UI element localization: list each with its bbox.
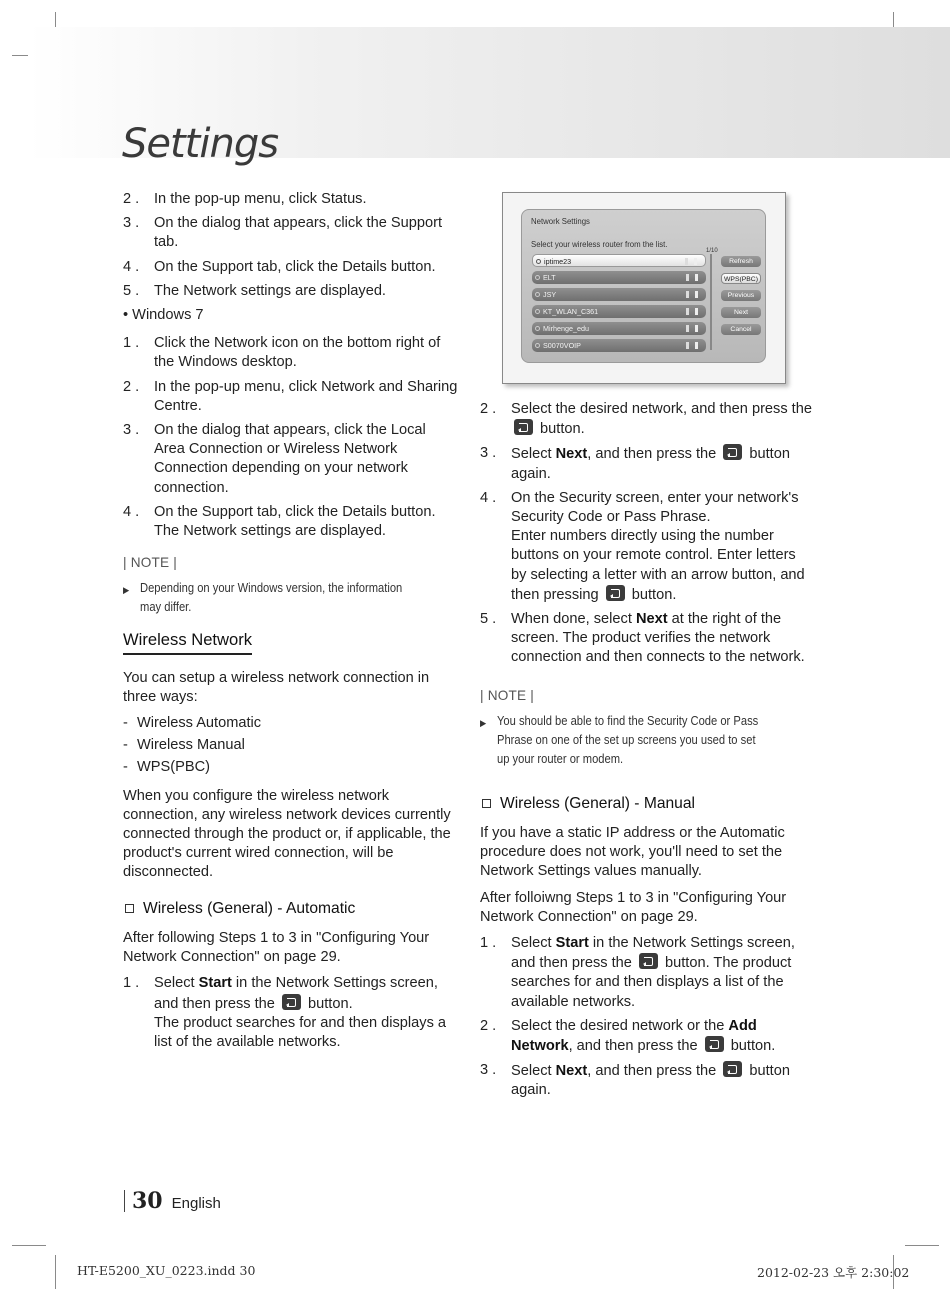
- network-row[interactable]: [532, 271, 706, 284]
- refresh-button[interactable]: Refresh: [721, 256, 761, 267]
- paragraph: After folloiwng Steps 1 to 3 in "Configuring Your Network Connection" on page 29.: [480, 889, 787, 925]
- network-name: Mirhenge_edu: [543, 324, 589, 333]
- radio-icon: [536, 259, 541, 264]
- network-settings-screenshot: [502, 192, 786, 384]
- list-item: [123, 736, 458, 755]
- text-run: button.: [536, 421, 585, 438]
- step-text: Click the Network icon on the bottom right of the Windows desktop.: [154, 335, 441, 371]
- step-item: [123, 282, 458, 301]
- step-text: On the Support tab, click the Details button.: [154, 258, 436, 275]
- step-text: [511, 489, 815, 605]
- step-number: 1 .: [123, 975, 140, 992]
- subsection-title: [480, 794, 815, 813]
- bold-text: Add Network: [511, 1017, 757, 1055]
- step-text: [511, 1061, 815, 1100]
- step-text: The Network settings are displayed.: [154, 282, 386, 299]
- text-run: Select: [511, 446, 556, 463]
- tv-title: Network Settings: [531, 217, 590, 226]
- signal-icon: [686, 274, 698, 281]
- section-title: Wireless Network: [123, 630, 252, 654]
- text-run: button.: [627, 586, 677, 603]
- step-number: 2 .: [123, 378, 140, 395]
- tv-subtitle: Select your wireless router from the list.: [531, 240, 668, 249]
- triangle-right-icon: ▶: [480, 717, 487, 728]
- text-run: , and then press the: [587, 1063, 721, 1080]
- network-row[interactable]: [532, 254, 706, 267]
- step-number: 3 .: [480, 445, 497, 462]
- step-text: In the pop-up menu, click Network and Sharing Centre.: [154, 378, 458, 414]
- step-number: 4 .: [123, 258, 140, 275]
- step-text: [511, 934, 815, 1012]
- windows7-bullet: • Windows 7: [123, 307, 204, 324]
- text-run: button again.: [511, 1063, 790, 1099]
- step-item: [123, 503, 458, 541]
- text-run: button.: [726, 1038, 776, 1055]
- step-number: 2 .: [123, 191, 140, 207]
- signal-icon: [686, 325, 698, 332]
- bold-text: Next: [555, 1063, 588, 1080]
- network-name: S0070VOIP: [543, 341, 581, 350]
- crop-mark: [55, 1255, 56, 1289]
- crop-mark: [12, 1245, 46, 1246]
- list-item-text: Wireless Automatic: [137, 715, 262, 732]
- network-row[interactable]: [532, 288, 706, 301]
- right-column: [480, 400, 815, 1106]
- step-item: [123, 378, 458, 416]
- print-slug-timestamp: 2012-02-23 오후 2:30:02: [757, 1265, 910, 1280]
- step-number: 3 .: [123, 215, 140, 232]
- step-item: [480, 444, 815, 483]
- step-number: 5 .: [123, 282, 140, 299]
- note-text: Depending on your Windows version, the information may differ.: [140, 580, 403, 615]
- step-text: [511, 400, 815, 439]
- signal-icon: [686, 308, 698, 315]
- page-number-block: [124, 1188, 221, 1214]
- bold-text: Next: [555, 446, 588, 463]
- radio-icon: [535, 326, 540, 331]
- enter-button-icon: [723, 444, 742, 460]
- step-item: [123, 334, 458, 372]
- dash-marker: -: [123, 759, 128, 776]
- step-number: 4 .: [480, 489, 497, 506]
- tv-scrollbar[interactable]: [710, 254, 712, 350]
- step-item: [480, 610, 815, 668]
- radio-icon: [535, 275, 540, 280]
- checkbox-square-icon: [482, 799, 491, 808]
- step-number: 2 .: [480, 1017, 497, 1034]
- tv-page-indicator: 1/10: [706, 248, 718, 254]
- text-run: , and then press the: [587, 446, 721, 463]
- page-title: Settings: [122, 121, 279, 167]
- step-text: [511, 444, 815, 483]
- subsection-title-text: Wireless (General) - Manual: [500, 794, 695, 812]
- step-item: [123, 974, 458, 1052]
- text-run: Select the desired network or the: [511, 1017, 729, 1034]
- text-run: button.: [303, 995, 353, 1012]
- network-row[interactable]: [532, 322, 706, 335]
- dash-marker: -: [123, 715, 128, 732]
- step-item: [123, 421, 458, 498]
- step-item: [480, 1061, 815, 1100]
- paragraph: After following Steps 1 to 3 in "Configuring Your Network Connection" on page 29.: [123, 929, 430, 966]
- network-name: ELT: [543, 273, 556, 282]
- step-item: [480, 489, 815, 605]
- text-run: Enter numbers directly using the number buttons on your remote control. Enter letters by selecting a letter with an arrow button, and then pressing: [511, 528, 805, 603]
- list-item: [123, 758, 458, 777]
- text-run: Select: [511, 935, 556, 952]
- paragraph: If you have a static IP address or the Automatic procedure does not work, you'll need to set the Network Settings values manually.: [480, 825, 785, 880]
- wps-pbc-button[interactable]: WPS(PBC): [721, 273, 761, 284]
- network-row[interactable]: [532, 305, 706, 318]
- step-text: In the pop-up menu, click Status.: [154, 191, 367, 207]
- text-run: button. The product searches for and then displays a list of the available networks.: [511, 955, 792, 1010]
- subsection-title: [123, 899, 458, 918]
- language-label: English: [171, 1195, 221, 1212]
- list-item-text: WPS(PBC): [137, 759, 210, 776]
- step-item: [480, 400, 815, 439]
- enter-button-icon: [723, 1061, 742, 1077]
- text-run: , and then press the: [568, 1038, 702, 1055]
- print-slug-filename: HT-E5200_XU_0223.indd 30: [77, 1263, 256, 1278]
- text-run: The product searches for and then displays a list of the available networks.: [154, 1014, 447, 1050]
- step-item: [480, 934, 815, 1012]
- step-text: On the dialog that appears, click the Local Area Connection or Wireless Network Connection depending on your network connection.: [154, 422, 426, 496]
- enter-button-icon: [639, 953, 658, 969]
- note-item: [480, 711, 815, 768]
- step-item: [123, 190, 458, 209]
- step-number: 2 .: [480, 401, 497, 417]
- step-number: 1 .: [480, 935, 497, 952]
- step-number: 1 .: [123, 335, 140, 352]
- network-row[interactable]: [532, 339, 706, 352]
- step-text: On the Support tab, click the Details button. The Network settings are displayed.: [154, 503, 436, 540]
- step-number: 4 .: [123, 503, 140, 520]
- cancel-button[interactable]: Cancel: [721, 324, 761, 335]
- enter-button-icon: [282, 994, 301, 1010]
- step-text: [511, 1017, 815, 1056]
- step-number: 3 .: [123, 422, 140, 439]
- text-run: Select the desired network, and then press the: [511, 401, 812, 417]
- radio-icon: [535, 343, 540, 348]
- step-item: [123, 214, 458, 252]
- list-item: [123, 714, 458, 733]
- enter-button-icon: [606, 585, 625, 601]
- page-number: 30: [132, 1188, 163, 1214]
- text-run: When done, select: [511, 611, 636, 628]
- radio-icon: [535, 292, 540, 297]
- text-run: in the Network Settings screen, and then press the: [511, 935, 795, 972]
- note-label: | NOTE |: [123, 555, 177, 571]
- bold-text: Start: [555, 935, 589, 952]
- bold-text: Next: [635, 611, 668, 628]
- text-run: in the Network Settings screen, and then press the: [154, 975, 438, 1012]
- enter-button-icon: [514, 419, 533, 435]
- note-item: [123, 578, 458, 616]
- note-label: | NOTE |: [480, 687, 534, 703]
- signal-icon: [686, 291, 698, 298]
- bold-text: Start: [198, 975, 232, 992]
- subsection-title-text: Wireless (General) - Automatic: [143, 899, 356, 917]
- text-run: Select: [154, 975, 199, 992]
- text-run: at the right of the screen. The product verifies the network connection and then connects to the network.: [511, 611, 805, 666]
- text-run: On the Security screen, enter your network's Security Code or Pass Phrase.: [511, 489, 799, 526]
- step-item: [480, 1017, 815, 1056]
- step-text: [511, 610, 815, 668]
- dash-marker: -: [123, 737, 128, 754]
- network-name: JSY: [543, 290, 557, 299]
- enter-button-icon: [705, 1036, 724, 1052]
- paragraph: When you configure the wireless network connection, any wireless network devices currently connected through the product or, if applicable, the product's current wired connection, will be disconnected.: [123, 787, 451, 881]
- step-text: On the dialog that appears, click the Support tab.: [154, 215, 442, 251]
- previous-button[interactable]: Previous: [721, 290, 761, 301]
- note-text: You should be able to find the Security Code or Pass Phrase on one of the set up screens you used to set up your router or modem.: [497, 712, 759, 766]
- step-number: 3 .: [480, 1062, 497, 1079]
- text-run: Select: [511, 1063, 556, 1080]
- tv-button-panel: [721, 256, 761, 341]
- triangle-right-icon: ▶: [123, 585, 130, 596]
- tv-screen: [521, 209, 766, 363]
- network-name: iptime23: [544, 257, 572, 266]
- signal-icon: [686, 342, 698, 349]
- network-list: [532, 254, 706, 356]
- checkbox-square-icon: [125, 904, 134, 913]
- radio-icon: [535, 309, 540, 314]
- text-run: button again.: [511, 446, 790, 482]
- list-item-text: Wireless Manual: [137, 737, 245, 754]
- step-number: 5 .: [480, 611, 497, 628]
- network-name: KT_WLAN_C361: [543, 307, 599, 316]
- step-item: [123, 258, 458, 277]
- next-button[interactable]: Next: [721, 307, 761, 318]
- divider: [124, 1190, 125, 1212]
- signal-icon: [685, 258, 697, 265]
- step-text: [154, 974, 458, 1052]
- paragraph: You can setup a wireless network connection in three ways:: [123, 669, 430, 705]
- crop-mark: [905, 1245, 939, 1246]
- left-column: [123, 190, 458, 1057]
